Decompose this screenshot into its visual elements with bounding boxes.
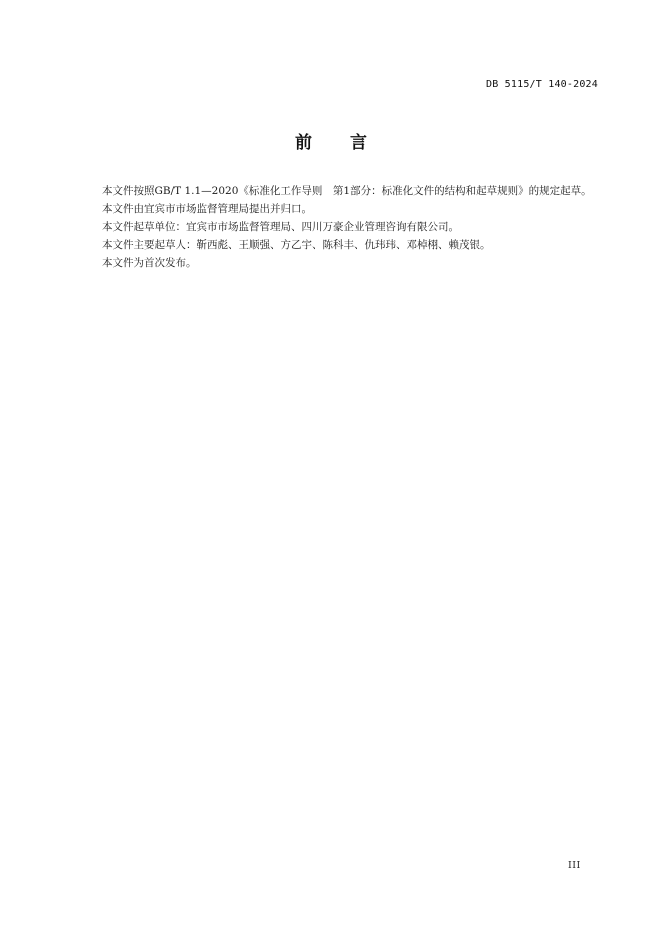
document-code: DB 5115/T 140-2024 — [486, 79, 598, 90]
paragraph-proposer: 本文件由宜宾市市场监督管理局提出并归口。 — [102, 203, 312, 215]
paragraph-first-release: 本文件为首次发布。 — [102, 257, 197, 269]
paragraph-drafting-units: 本文件起草单位：宜宾市市场监督管理局、四川万豪企业管理咨询有限公司。 — [102, 221, 459, 233]
paragraph-drafting-basis: 本文件按照GB/T 1.1—2020《标准化工作导则 第1部分：标准化文件的结构和起草规则》的规定起草。 — [102, 185, 592, 197]
page-title: 前言 — [295, 133, 405, 153]
foreword-body — [81, 182, 602, 272]
page-number: III — [568, 860, 581, 871]
paragraph-drafters: 本文件主要起草人：靳西彪、王顺强、方乙宇、陈科丰、仇玮玮、邓棹栩、赖茂银。 — [102, 239, 491, 251]
